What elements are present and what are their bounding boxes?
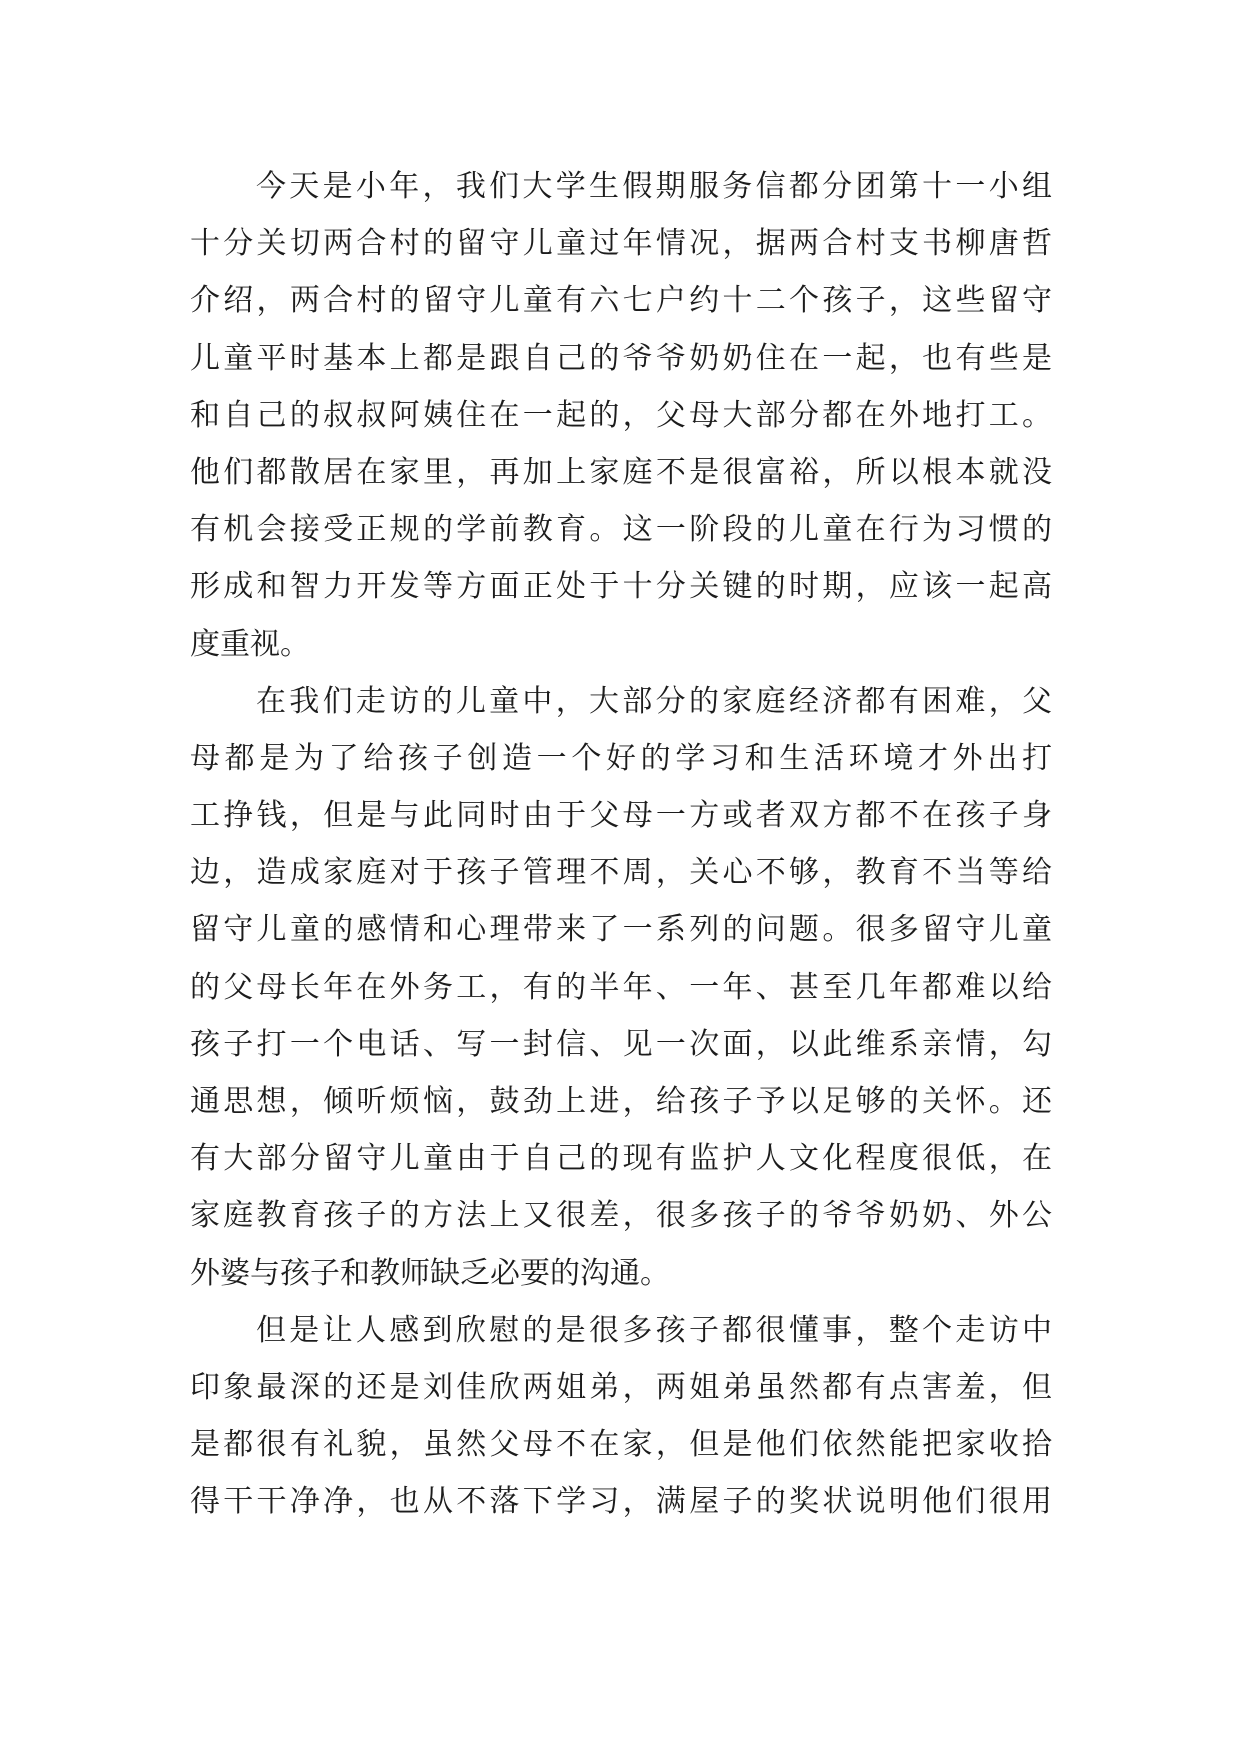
paragraph-1-line-6: 他们都散居在家里，再加上家庭不是很富裕，所以根本就没 [190, 454, 1052, 490]
paragraph-2-line-8: 通思想，倾听烦恼，鼓劲上进，给孩子予以足够的关怀。还 [190, 1084, 1052, 1119]
paragraph-2-line-10: 家庭教育孩子的方法上又很差，很多孩子的爷爷奶奶、外公 [190, 1198, 1052, 1234]
paragraph-2-line-9: 有大部分留守儿童由于自己的现有监护人文化程度很低，在 [190, 1141, 1052, 1177]
paragraph-2-line-4: 边，造成家庭对于孩子管理不周，关心不够，教育不当等给 [190, 855, 1052, 891]
paragraph-2-line-5: 留守儿童的感情和心理带来了一系列的问题。很多留守儿童 [190, 912, 1052, 948]
paragraph-3-line-3: 是都很有礼貌，虽然父母不在家，但是他们依然能把家收拾 [190, 1427, 1052, 1463]
paragraph-1-line-2: 十分关切两合村的留守儿童过年情况，据两合村支书柳唐哲 [190, 226, 1052, 262]
paragraph-2-line-3: 工挣钱，但是与此同时由于父母一方或者双方都不在孩子身 [190, 798, 1052, 834]
paragraph-2-line-6: 的父母长年在外务工，有的半年、一年、甚至几年都难以给 [190, 969, 1052, 1005]
document-body [190, 158, 1052, 1531]
paragraph-1-line-4: 儿童平时基本上都是跟自己的爷爷奶奶住在一起，也有些是 [190, 340, 1052, 376]
paragraph-2-line-2: 母都是为了给孩子创造一个好的学习和生活环境才外出打 [190, 740, 1052, 776]
paragraph-1-line-9: 度重视。 [190, 626, 310, 662]
paragraph-1-line-3: 介绍，两合村的留守儿童有六七户约十二个孩子，这些留守 [190, 283, 1052, 319]
paragraph-1-line-5: 和自己的叔叔阿姨住在一起的，父母大部分都在外地打工。 [190, 397, 1052, 433]
paragraph-2-line-1: 在我们走访的儿童中，大部分的家庭经济都有困难，父 [256, 683, 1052, 719]
paragraph-2-line-11: 外婆与孩子和教师缺乏必要的沟通。 [190, 1255, 670, 1291]
paragraph-3-line-1: 但是让人感到欣慰的是很多孩子都很懂事，整个走访中 [256, 1312, 1052, 1348]
paragraph-3-line-4: 得干干净净，也从不落下学习，满屋子的奖状说明他们很用 [190, 1484, 1052, 1520]
paragraph-3-line-2: 印象最深的还是刘佳欣两姐弟，两姐弟虽然都有点害羞，但 [190, 1369, 1052, 1405]
paragraph-1-line-1: 今天是小年，我们大学生假期服务信都分团第十一小组 [256, 169, 1052, 204]
paragraph-1-line-8: 形成和智力开发等方面正处于十分关键的时期，应该一起高 [190, 569, 1052, 605]
paragraph-1-line-7: 有机会接受正规的学前教育。这一阶段的儿童在行为习惯的 [190, 512, 1052, 548]
paragraph-2-line-7: 孩子打一个电话、写一封信、见一次面，以此维系亲情，勾 [190, 1026, 1052, 1062]
